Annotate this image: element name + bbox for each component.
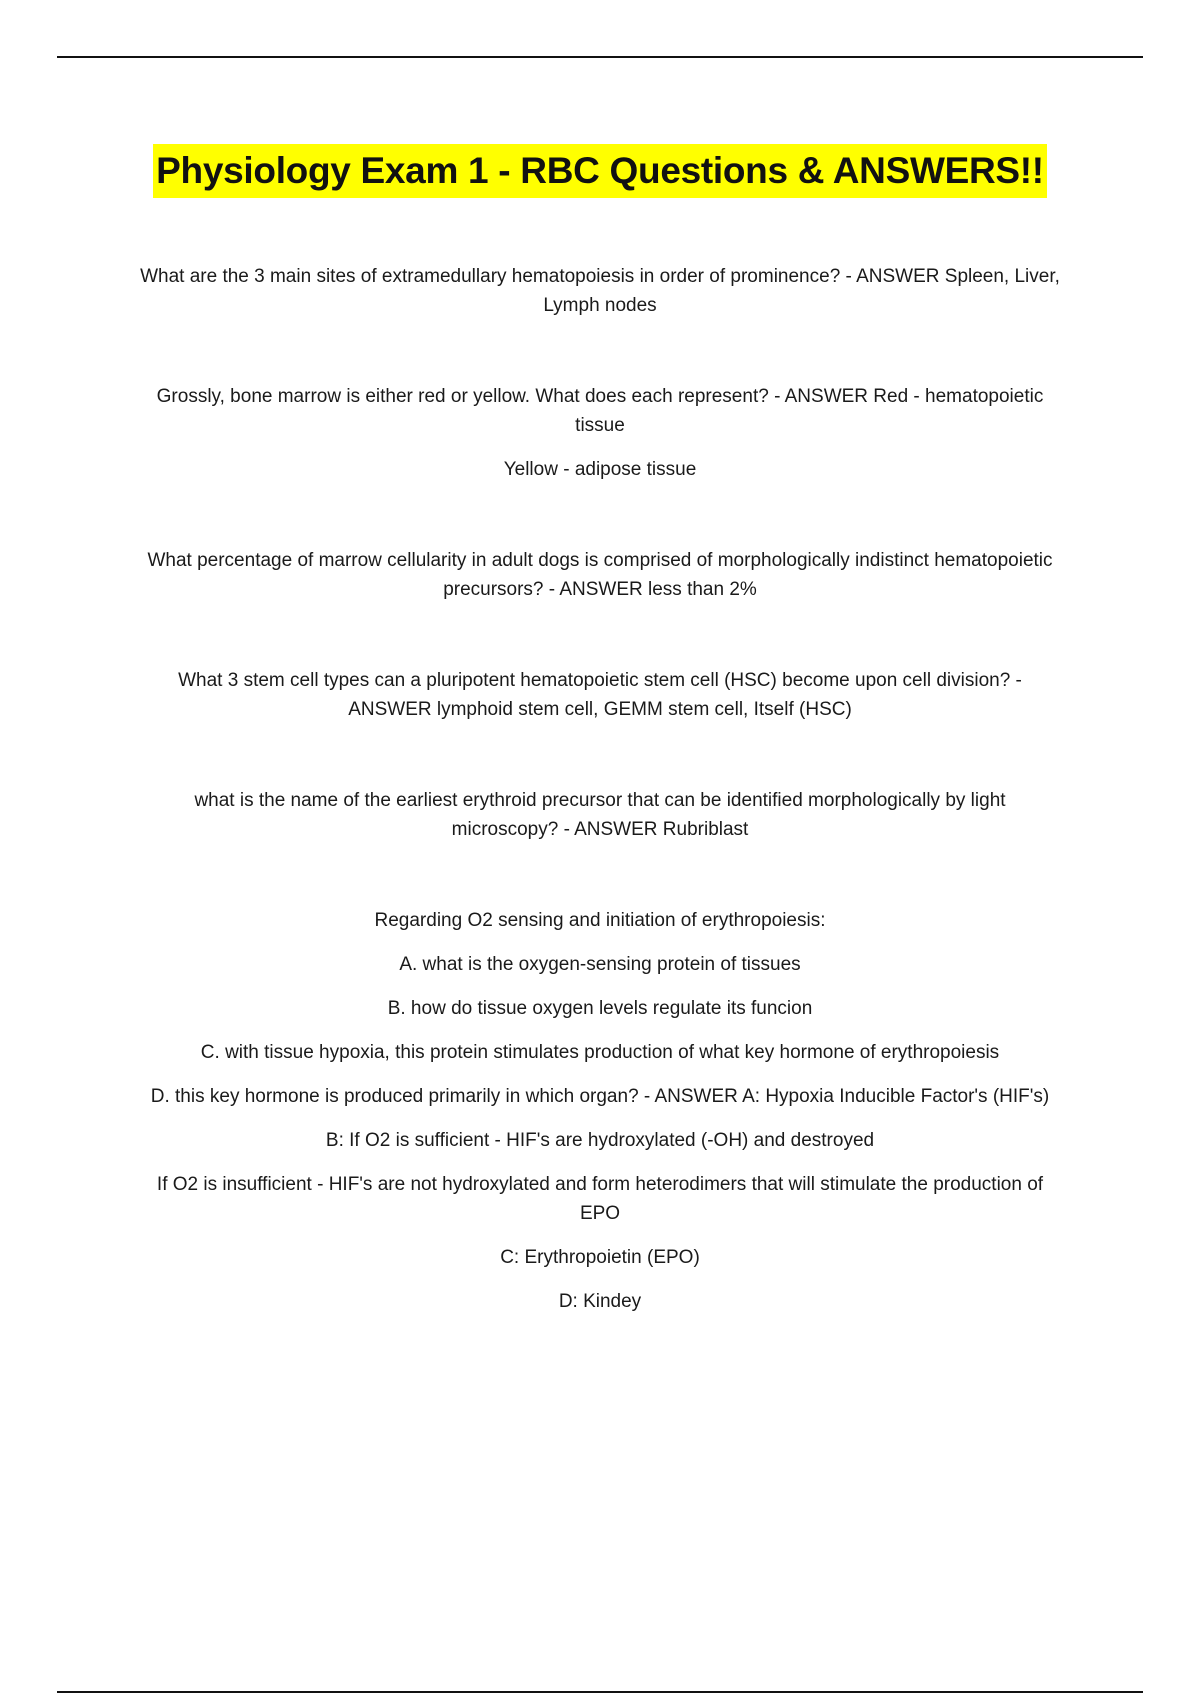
qa-line: A. what is the oxygen-sensing protein of tissues (399, 954, 801, 975)
qa-line: C. with tissue hypoxia, this protein stimulates production of what key hormone of erythropoiesis (200, 1042, 1000, 1063)
top-rule (57, 56, 1143, 58)
qa-line: What percentage of marrow cellularity in adult dogs is comprised of morphologically indistinct hematopoietic precursors? - ANSWER less than 2% (147, 550, 1053, 600)
qa-item (140, 786, 1060, 844)
qa-line: D. this key hormone is produced primarily in which organ? - ANSWER A: Hypoxia Inducible Factor's (HIF's) (150, 1086, 1050, 1107)
qa-line: Grossly, bone marrow is either red or yellow. What does each represent? - ANSWER Red - hematopoietic tissue (156, 386, 1044, 436)
bottom-rule (57, 1691, 1143, 1693)
qa-line: B. how do tissue oxygen levels regulate its funcion (387, 998, 813, 1019)
document-title: Physiology Exam 1 - RBC Questions & ANSWERS!! (153, 144, 1047, 198)
qa-list (140, 262, 1060, 1378)
qa-line: If O2 is insufficient - HIF's are not hydroxylated and form heterodimers that will stimulate the production of EPO (156, 1174, 1044, 1224)
qa-line: Yellow - adipose tissue (503, 459, 697, 480)
qa-item (140, 262, 1060, 320)
qa-item (140, 382, 1060, 484)
qa-item (140, 906, 1060, 1316)
qa-line: what is the name of the earliest erythroid precursor that can be identified morphologically by light microscopy? - ANSWER Rubriblast (194, 790, 1006, 840)
qa-line: C: Erythropoietin (EPO) (500, 1247, 700, 1268)
qa-line: B: If O2 is sufficient - HIF's are hydroxylated (-OH) and destroyed (325, 1130, 875, 1151)
qa-line: What 3 stem cell types can a pluripotent hematopoietic stem cell (HSC) become upon cell division? - ANSWER lymphoid stem cell, GEMM stem cell, Itself (HSC) (178, 670, 1022, 720)
qa-item (140, 666, 1060, 724)
qa-line: What are the 3 main sites of extramedullary hematopoiesis in order of prominence? - ANSWER Spleen, Liver, Lymph nodes (140, 266, 1060, 316)
qa-line: D: Kindey (558, 1291, 642, 1312)
qa-line: Regarding O2 sensing and initiation of erythropoiesis: (374, 910, 826, 931)
title-container (0, 144, 1200, 198)
qa-item (140, 546, 1060, 604)
